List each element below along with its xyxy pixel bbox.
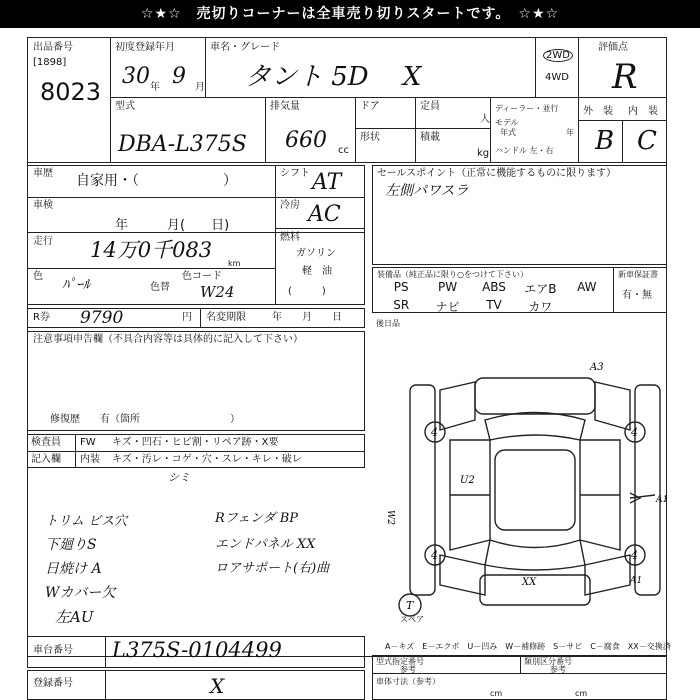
- equip-item: カワ: [528, 300, 553, 314]
- diagram-mark: T: [406, 599, 414, 612]
- year-label: 年式: [500, 128, 516, 137]
- class-number-label: 類別区分番号: [524, 657, 572, 666]
- type-number-label: 型式指定番号: [376, 657, 424, 666]
- diagram-mark: A1: [630, 576, 643, 586]
- fuel-diesel: 軽 油: [302, 266, 332, 277]
- name-change-unit: 年 月 日: [272, 312, 342, 323]
- repair-label: 修復歴 有（箇所 ）: [50, 414, 240, 425]
- equip-item: ABS: [482, 280, 506, 294]
- left-side-profile: [410, 385, 435, 595]
- inspect-label: 車検: [33, 200, 53, 211]
- cap-unit: 人: [480, 114, 490, 125]
- type-label: 型式: [115, 101, 135, 112]
- color-code: W24: [200, 283, 235, 301]
- shift-value: AT: [312, 170, 342, 195]
- lot-sub: [1898]: [33, 57, 67, 68]
- damage-diagram: [380, 360, 670, 625]
- ac-value: AC: [308, 202, 341, 227]
- reg-month: 9: [172, 64, 186, 89]
- type-value: DBA-L375S: [118, 132, 247, 157]
- interior-options: キズ・汚レ・コゲ・穴・スレ・キレ・破レ: [112, 454, 302, 465]
- right-front-fender: [595, 382, 630, 430]
- sales-label: セールスポイント（正常に機能するものに限ります）: [377, 168, 617, 179]
- diagram-mark: A3: [590, 362, 604, 373]
- handnote: 日焼け A: [45, 561, 102, 577]
- chassis-value: L375S-0104499: [112, 638, 282, 662]
- ac-label: 冷房: [280, 200, 300, 211]
- fw-label: FW: [80, 437, 96, 448]
- ref-label-2: 参考: [550, 665, 566, 674]
- interior-label: 内 装: [628, 106, 658, 117]
- mark-arrow: [630, 493, 655, 503]
- fuel-gasoline: ガソリン: [296, 248, 336, 259]
- reg-year-unit: 年: [150, 82, 160, 93]
- history-value: 自家用・（ ）: [76, 173, 237, 189]
- reg-label: 初度登録年月: [115, 42, 175, 53]
- inspector-label: 検査員: [31, 437, 61, 448]
- dims-cm-1: cm: [490, 689, 503, 698]
- model-value: タント 5D X: [245, 62, 422, 92]
- handnote: ロアサポート(右)曲: [215, 561, 330, 576]
- handnote: トリム ビス穴: [45, 514, 128, 529]
- shift-label: シフト: [280, 168, 310, 179]
- exterior-value: B: [595, 126, 615, 156]
- reg-year: 30: [122, 64, 150, 89]
- diagram-mark: 4: [631, 549, 638, 562]
- fuel-label: 燃料: [280, 232, 300, 243]
- dims-cm-2: cm: [575, 689, 588, 698]
- load-unit: kg: [477, 148, 490, 159]
- cap-label: 定員: [420, 101, 440, 112]
- ref-label-1: 参考: [400, 665, 416, 674]
- plate-value: X: [210, 674, 225, 698]
- fuel-other: ( ): [288, 286, 326, 297]
- sales-point-box: [372, 165, 667, 265]
- reg-month-unit: 月: [195, 82, 205, 93]
- equip-item: PS: [393, 280, 409, 294]
- roof-outline: [495, 450, 575, 530]
- drive-2wd: 2WD: [543, 50, 573, 62]
- handnote: Wカバー欠: [45, 585, 116, 601]
- bonnet-outline: [475, 378, 595, 414]
- name-change-label: 名変期限: [206, 312, 246, 323]
- windshield: [485, 413, 585, 441]
- chassis-label: 車台番号: [33, 645, 73, 656]
- grade-label: 評価点: [598, 42, 628, 53]
- recycle-label: R券: [33, 312, 50, 323]
- disp-value: 660: [285, 128, 327, 153]
- handnote: エンドパネル XX: [215, 537, 316, 552]
- grade-value: R: [612, 57, 638, 97]
- color-value: ﾊﾟｰﾙ: [62, 277, 90, 293]
- left-front-fender: [440, 382, 475, 430]
- color-code-label: 色コード: [182, 271, 222, 282]
- mileage-value: 14万0千083: [90, 238, 213, 262]
- handnote: 下廻りS: [45, 537, 97, 553]
- dims-label: 車体寸法（参考）: [376, 677, 440, 686]
- entry-label: 記入欄: [31, 454, 61, 465]
- handnote: Rフェンダ BP: [215, 511, 299, 526]
- drive-4wd: 4WD: [545, 72, 569, 83]
- door-label: ドア: [360, 101, 380, 112]
- notes-label: 注意事項申告欄（不具合内容等は具体的に記入して下さい）: [33, 334, 303, 345]
- disp-label: 排気量: [270, 101, 300, 112]
- recycle-unit: 円: [182, 312, 192, 323]
- lot-number: 8023: [40, 78, 102, 106]
- later-label: 後日品: [376, 319, 400, 328]
- warranty-value: 有・無: [622, 290, 652, 301]
- handnote: シミ: [168, 471, 190, 484]
- equip-item: PW: [438, 280, 458, 294]
- diagram-mark: 4: [431, 426, 438, 439]
- interior-value: C: [637, 126, 657, 156]
- plate-row: [27, 670, 365, 700]
- diagram-mark: 4: [431, 549, 438, 562]
- dealer-label: ディーラー・並行: [495, 104, 559, 113]
- color-label: 色: [33, 271, 43, 282]
- spare-label: スペア: [400, 615, 424, 624]
- fw-options: キズ・凹石・ヒビ割・リペア跡・X要: [112, 437, 279, 448]
- equip-item: SR: [393, 298, 410, 312]
- equip-item: TV: [486, 298, 502, 312]
- color-change-label: 色替: [150, 282, 170, 293]
- mileage-label: 走行: [33, 236, 53, 247]
- lot-label: 出品番号: [33, 42, 73, 53]
- inspect-value: 年 月( 日): [115, 218, 230, 233]
- plate-label: 登録番号: [33, 678, 73, 689]
- model-year-label: モデル: [495, 118, 519, 127]
- equip-grid: [378, 280, 610, 315]
- warranty-label: 新車保証書: [618, 270, 658, 279]
- left-rear-quarter: [440, 555, 485, 595]
- handle-label: ハンドル 左・右: [495, 146, 554, 155]
- handnote: 左AU: [55, 608, 94, 626]
- rear-glass: [485, 540, 585, 570]
- diagram-mark: 4: [631, 426, 638, 439]
- diagram-mark: A1: [656, 495, 669, 505]
- load-label: 積載: [420, 132, 440, 143]
- sales-value: 左側パワスラ: [385, 183, 469, 199]
- left-mark: W2: [385, 510, 395, 525]
- recycle-value: 9790: [80, 308, 124, 328]
- diagram-mark: XX: [522, 577, 537, 588]
- right-side-profile: [635, 385, 660, 595]
- shape-label: 形状: [360, 132, 380, 143]
- year-unit: 年: [566, 128, 574, 137]
- legend: A－キズ E－エクボ U－凹み W－補修跡 S－サビ C－腐食 XX－交換済: [385, 642, 671, 651]
- exterior-label: 外 装: [583, 106, 613, 117]
- banner: ☆★☆ 売切りコーナーは全車売り切りスタートです。 ☆★☆: [0, 0, 700, 28]
- diagram-mark: U2: [460, 475, 475, 486]
- model-label: 車名・グレード: [210, 42, 280, 53]
- right-rear-quarter: [585, 555, 630, 595]
- history-label: 車歴: [33, 168, 53, 179]
- equip-label: 装備品（純正品に限り○をつけて下さい）: [377, 270, 528, 279]
- equip-item: ナビ: [435, 300, 460, 314]
- disp-unit: cc: [338, 145, 349, 156]
- interior-check-label: 内装: [80, 454, 100, 465]
- equip-item: AW: [577, 280, 597, 294]
- mileage-unit: km: [228, 259, 241, 268]
- equip-item: エアB: [524, 282, 557, 296]
